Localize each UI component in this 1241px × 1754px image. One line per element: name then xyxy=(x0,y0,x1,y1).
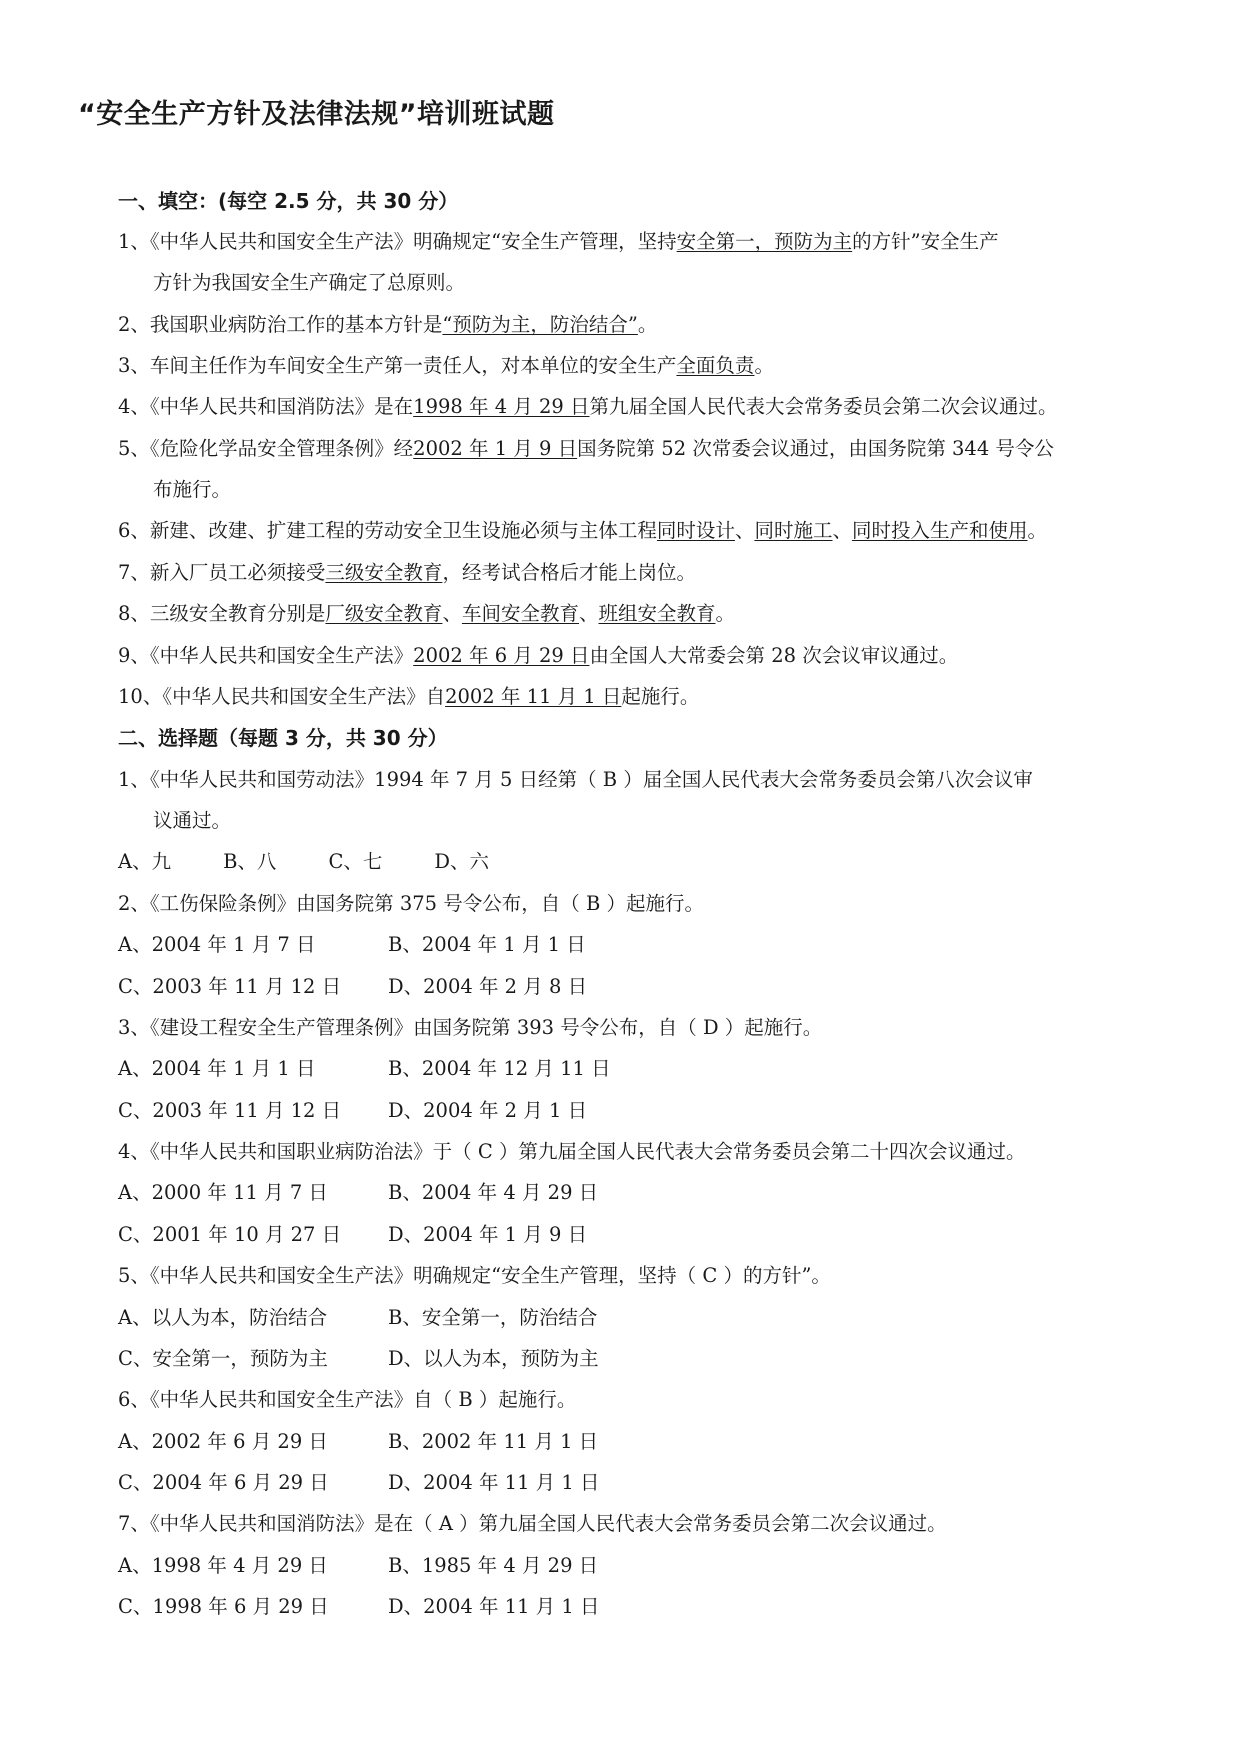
fill-answer: “预防为主，防治结合” xyxy=(442,313,638,336)
choice-options-2-ab xyxy=(118,930,1198,960)
fill-question-8: 8、三级安全教育分别是厂级安全教育、车间安全教育、班组安全教育。 xyxy=(118,602,736,625)
choice-question-7: 7、《中华人民共和国消防法》是在（ A ）第九届全国人民代表大会常务委员会第二次会议通过。 xyxy=(118,1512,947,1535)
choice-options-3-cd xyxy=(118,1096,1198,1126)
fill-question-2: 2、我国职业病防治工作的基本方针是“预防为主，防治结合”。 xyxy=(118,313,658,336)
option-b: B、八 xyxy=(223,850,277,873)
choice-options-6-cd xyxy=(118,1468,1198,1498)
option-c: C、2003 年 11 月 12 日 xyxy=(118,975,342,998)
option-c: C、2003 年 11 月 12 日 xyxy=(118,1099,342,1122)
choice-options-5-ab xyxy=(118,1303,1198,1333)
fill-question-9: 9、《中华人民共和国安全生产法》2002 年 6 月 29 日由全国人大常委会第 28 次会议审议通过。 xyxy=(118,644,959,667)
option-d: D、2004 年 2 月 8 日 xyxy=(388,975,588,998)
fill-answer: 2002 年 11 月 1 日 xyxy=(445,685,622,708)
fill-question-10: 10、《中华人民共和国安全生产法》自2002 年 11 月 1 日起施行。 xyxy=(118,685,700,708)
choice-options-2-cd xyxy=(118,972,1198,1002)
fill-question-4: 4、《中华人民共和国消防法》是在1998 年 4 月 29 日第九届全国人民代表大会常务委员会第二次会议通过。 xyxy=(118,395,1058,418)
choice-question-3: 3、《建设工程安全生产管理条例》由国务院第 393 号令公布，自（ D ）起施行。 xyxy=(118,1016,823,1039)
fill-question-5: 5、《危险化学品安全管理条例》经2002 年 1 月 9 日国务院第 52 次常委会议通过，由国务院第 344 号令公 xyxy=(118,437,1054,460)
choice-question-1-cont: 议通过。 xyxy=(153,809,232,832)
fill-question-6: 6、新建、改建、扩建工程的劳动安全卫生设施必须与主体工程同时设计、同时施工、同时投入生产和使用。 xyxy=(118,519,1048,542)
option-a: A、2000 年 11 月 7 日 xyxy=(118,1181,328,1204)
option-b: B、1985 年 4 月 29 日 xyxy=(388,1554,599,1577)
choice-question-2: 2、《工伤保险条例》由国务院第 375 号令公布，自（ B ）起施行。 xyxy=(118,892,705,915)
choice-question-5: 5、《中华人民共和国安全生产法》明确规定“安全生产管理，坚持（ C ）的方针”。 xyxy=(118,1264,831,1287)
option-a: A、2004 年 1 月 7 日 xyxy=(118,933,316,956)
fill-question-7: 7、新入厂员工必须接受三级安全教育，经考试合格后才能上岗位。 xyxy=(118,561,696,584)
option-a: A、九 xyxy=(118,850,172,873)
fill-question-1: 1、《中华人民共和国安全生产法》明确规定“安全生产管理，坚持安全第一，预防为主的方针”安全生产 xyxy=(118,230,999,253)
choice-options-1 xyxy=(118,847,1198,877)
option-a: A、2002 年 6 月 29 日 xyxy=(118,1430,328,1453)
fill-answer: 车间安全教育 xyxy=(461,602,579,625)
option-d: D、六 xyxy=(434,850,489,873)
choice-options-7-cd xyxy=(118,1592,1198,1622)
choice-options-4-cd xyxy=(118,1220,1198,1250)
option-a: A、以人为本，防治结合 xyxy=(118,1306,328,1329)
fill-question-3: 3、车间主任作为车间安全生产第一责任人，对本单位的安全生产全面负责。 xyxy=(118,354,774,377)
option-a: A、2004 年 1 月 1 日 xyxy=(118,1057,316,1080)
fill-answer: 全面负责 xyxy=(676,354,755,377)
option-b: B、安全第一，防治结合 xyxy=(388,1306,598,1329)
section1-heading: 一、填空：(每空 2.5 分，共 30 分） xyxy=(118,189,459,213)
fill-answer: 安全第一，预防为主 xyxy=(676,230,853,253)
option-b: B、2004 年 1 月 1 日 xyxy=(388,933,586,956)
option-c: C、七 xyxy=(328,850,383,873)
option-c: C、安全第一，预防为主 xyxy=(118,1347,328,1370)
choice-options-3-ab xyxy=(118,1054,1198,1084)
option-d: D、2004 年 1 月 9 日 xyxy=(388,1223,588,1246)
fill-answer: 班组安全教育 xyxy=(598,602,716,625)
choice-options-5-cd xyxy=(118,1344,1198,1374)
option-c: C、1998 年 6 月 29 日 xyxy=(118,1595,329,1618)
section2-heading: 二、选择题（每题 3 分，共 30 分） xyxy=(118,726,448,750)
fill-answer: 三级安全教育 xyxy=(325,561,443,584)
option-d: D、2004 年 2 月 1 日 xyxy=(388,1099,588,1122)
fill-answer: 同时施工 xyxy=(754,519,833,542)
option-d: D、以人为本，预防为主 xyxy=(388,1347,599,1370)
choice-question-1: 1、《中华人民共和国劳动法》1994 年 7 月 5 日经第（ B ）届全国人民代表大会常务委员会第八次会议审 xyxy=(118,768,1033,791)
option-b: B、2004 年 4 月 29 日 xyxy=(388,1181,599,1204)
option-c: C、2001 年 10 月 27 日 xyxy=(118,1223,342,1246)
fill-question-5-cont: 布施行。 xyxy=(153,478,232,501)
fill-answer: 同时投入生产和使用 xyxy=(851,519,1028,542)
option-d: D、2004 年 11 月 1 日 xyxy=(388,1471,600,1494)
option-b: B、2002 年 11 月 1 日 xyxy=(388,1430,599,1453)
choice-options-7-ab xyxy=(118,1551,1198,1581)
choice-options-6-ab xyxy=(118,1427,1198,1457)
choice-options-4-ab xyxy=(118,1178,1198,1208)
fill-answer: 2002 年 6 月 29 日 xyxy=(413,644,590,667)
fill-question-1-cont: 方针为我国安全生产确定了总原则。 xyxy=(153,271,466,294)
option-b: B、2004 年 12 月 11 日 xyxy=(388,1057,611,1080)
option-d: D、2004 年 11 月 1 日 xyxy=(388,1595,600,1618)
choice-question-4: 4、《中华人民共和国职业病防治法》于（ C ）第九届全国人民代表大会常务委员会第二十四次会议通过。 xyxy=(118,1140,1026,1163)
fill-answer: 2002 年 1 月 9 日 xyxy=(413,437,578,460)
choice-question-6: 6、《中华人民共和国安全生产法》自（ B ）起施行。 xyxy=(118,1388,577,1411)
option-a: A、1998 年 4 月 29 日 xyxy=(118,1554,328,1577)
fill-answer: 1998 年 4 月 29 日 xyxy=(413,395,590,418)
document-title: “安全生产方针及法律法规”培训班试题 xyxy=(78,99,555,130)
fill-answer: 同时设计 xyxy=(656,519,735,542)
fill-answer: 厂级安全教育 xyxy=(325,602,443,625)
option-c: C、2004 年 6 月 29 日 xyxy=(118,1471,329,1494)
